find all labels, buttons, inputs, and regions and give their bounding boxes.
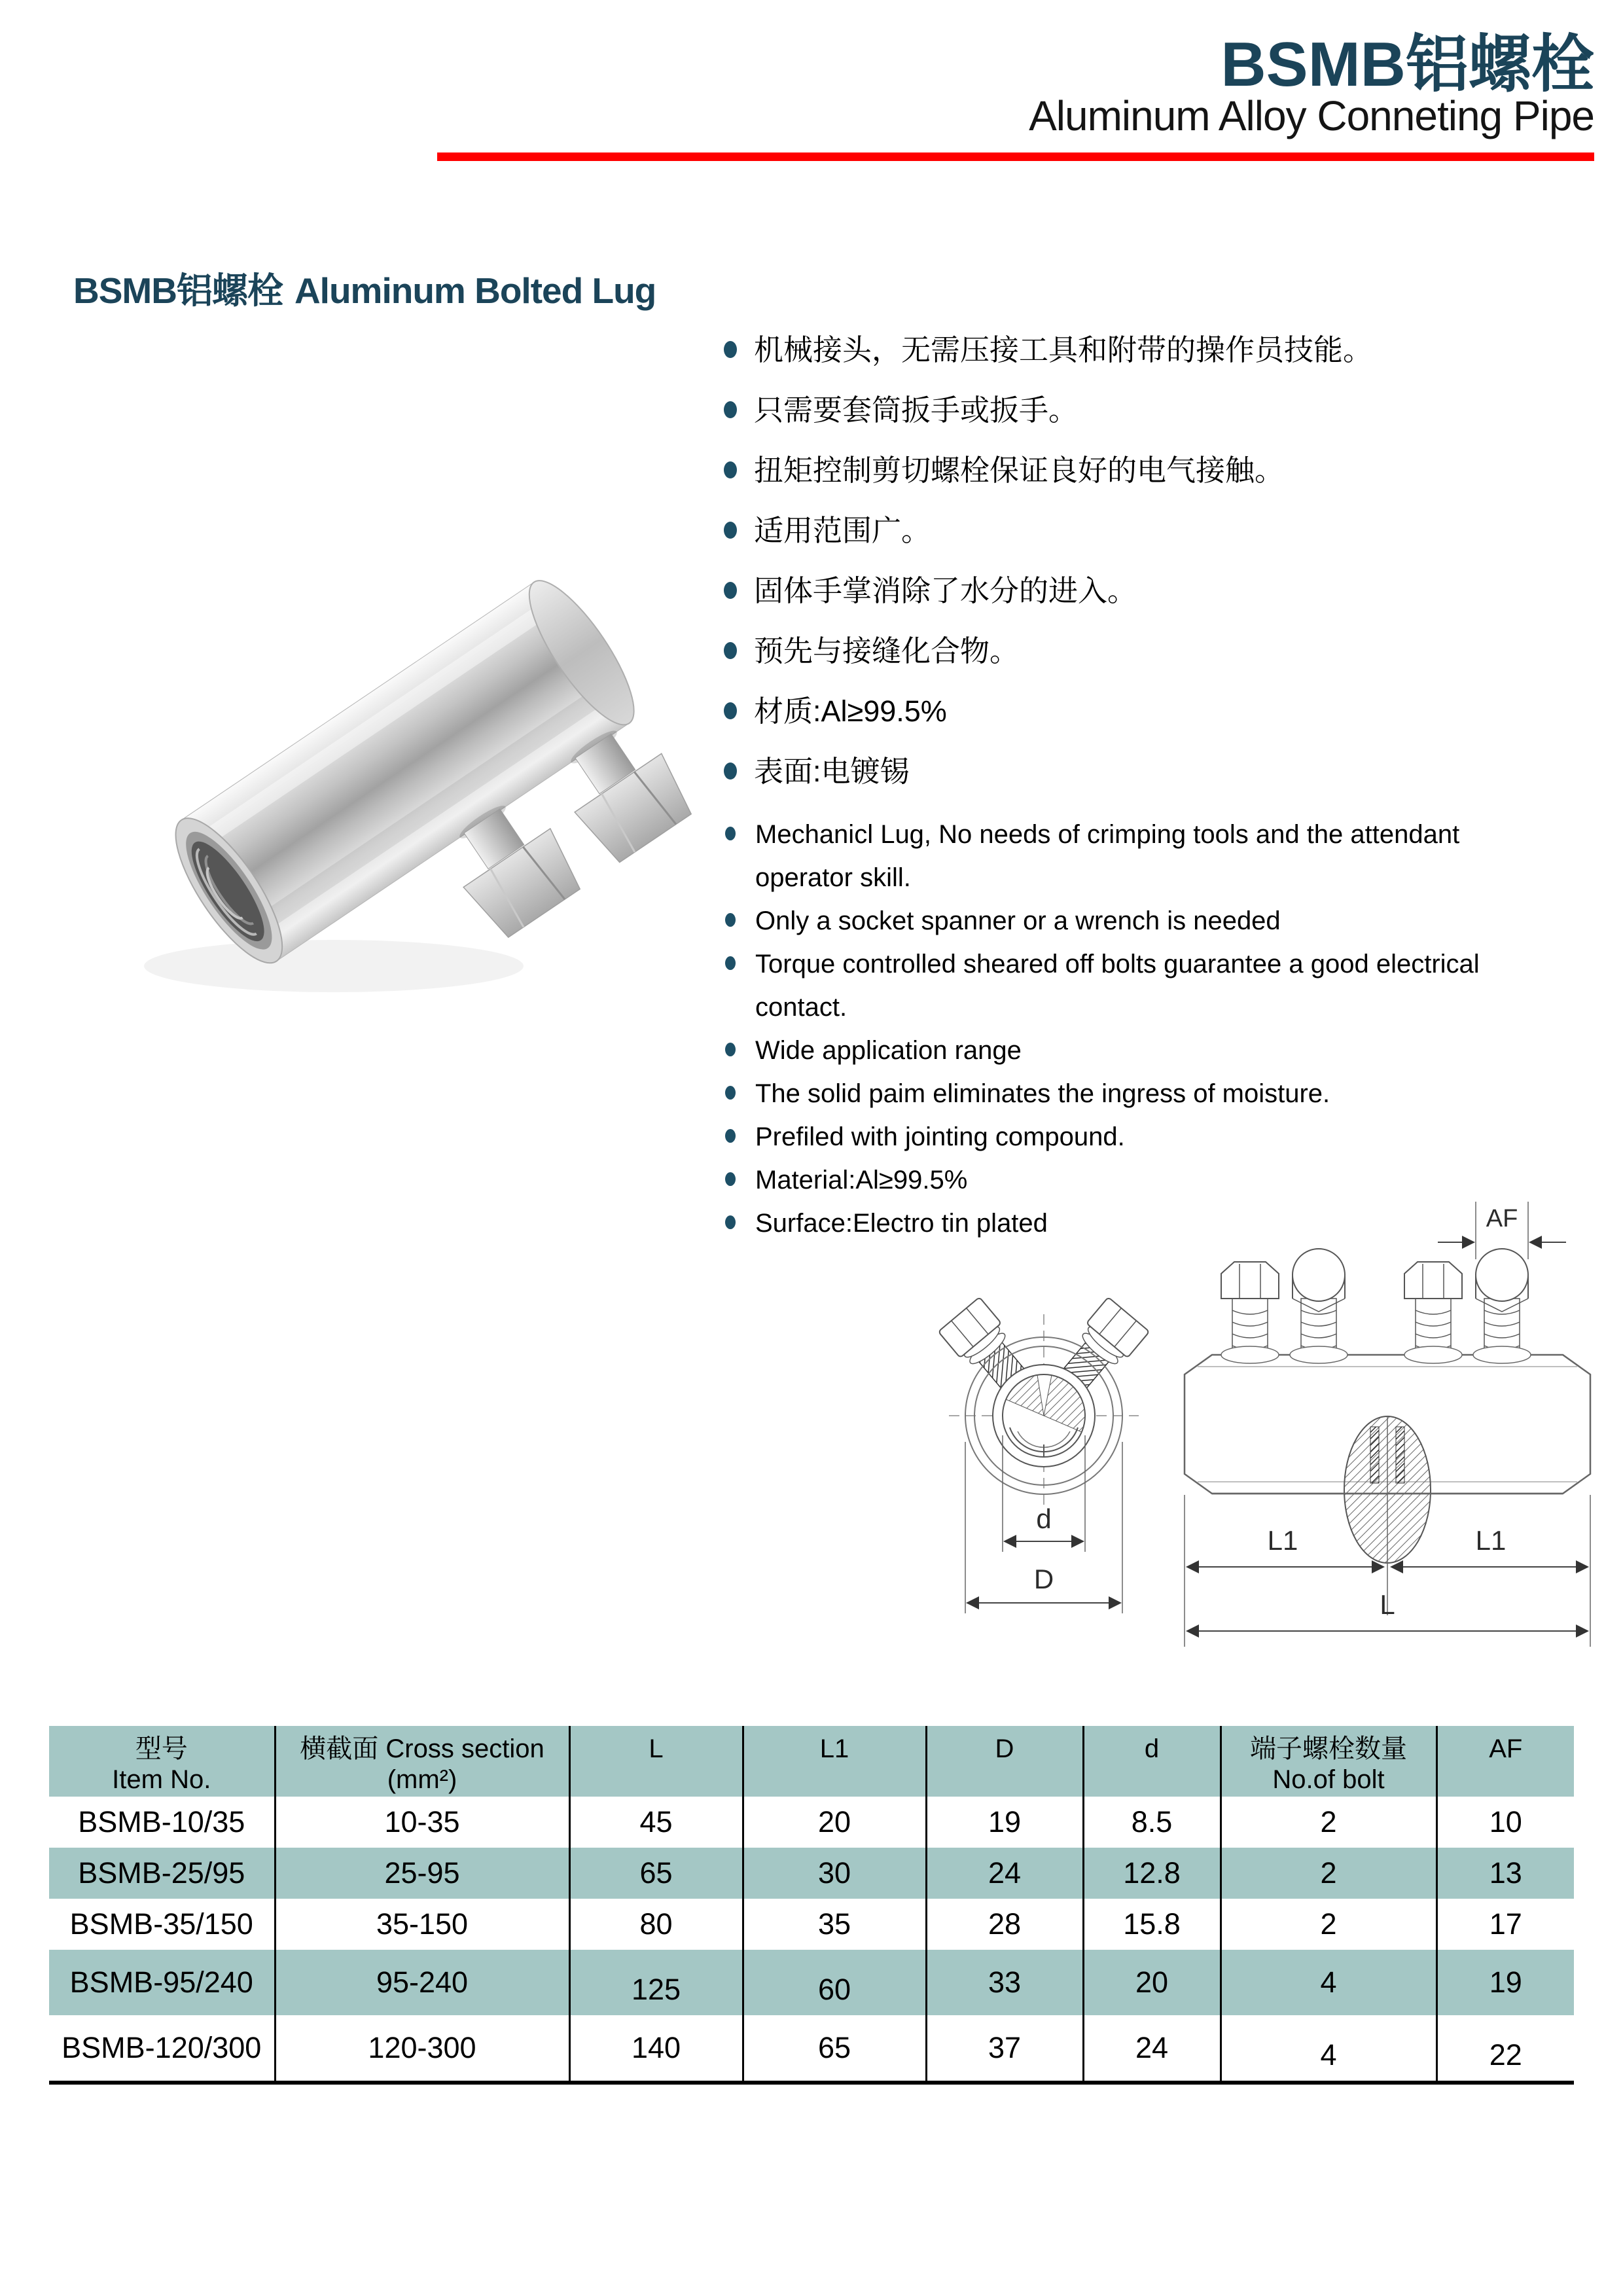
feature-text: 适用范围广。 (754, 514, 931, 547)
dim-label-L1: L1 (1475, 1525, 1507, 1556)
table-cell: 17 (1436, 1899, 1574, 1950)
col-header-cross-section: 横截面 Cross section (mm²) (275, 1726, 569, 1797)
table-cell: 2 (1221, 1797, 1436, 1848)
technical-drawing-image (903, 1196, 1623, 1655)
bullet-icon (724, 642, 737, 659)
col-header-AF: AF (1436, 1726, 1574, 1797)
feature-text: Prefiled with jointing compound. (755, 1122, 1125, 1151)
section-title (73, 262, 656, 314)
feature-text: 预先与接缝化合物。 (754, 634, 1020, 668)
feature-item (724, 572, 1542, 610)
feature-item (724, 391, 1542, 429)
feature-text: Torque controlled sheared off bolts guarantee a good electrical contact. (755, 950, 1480, 1022)
table-cell: 24 (1083, 2015, 1221, 2083)
bullet-icon (725, 1172, 736, 1186)
table-cell: 60 (743, 1950, 926, 2015)
page-title: BSMB铝螺栓 (1221, 29, 1594, 99)
page-subtitle: Aluminum Alloy Conneting Pipe (1029, 92, 1594, 139)
table-cell: 19 (926, 1797, 1083, 1848)
col-header-D: D (926, 1726, 1083, 1797)
table-cell: 95-240 (275, 1950, 569, 2015)
feature-item (724, 1158, 1542, 1202)
dim-label-AF: AF (1486, 1205, 1518, 1232)
front-view (1185, 1202, 1590, 1647)
bullet-icon (724, 341, 737, 358)
table-cell: 20 (1083, 1950, 1221, 2015)
feature-item (724, 331, 1542, 369)
table-cell: 15.8 (1083, 1899, 1221, 1950)
feature-text: 表面:电镀锡 (754, 755, 910, 788)
table-row (49, 1848, 1574, 1899)
table-cell: 30 (743, 1848, 926, 1899)
bullet-icon (725, 827, 736, 840)
table-cell: 24 (926, 1848, 1083, 1899)
table-cell: 80 (569, 1899, 743, 1950)
bullet-icon (724, 582, 737, 599)
table-cell: 12.8 (1083, 1848, 1221, 1899)
table-cell: 35 (743, 1899, 926, 1950)
table-cell: 19 (1436, 1950, 1574, 2015)
bullet-icon (725, 1086, 736, 1100)
table-cell: 2 (1221, 1899, 1436, 1950)
end-view (938, 1297, 1150, 1613)
table-cell: 125 (569, 1950, 743, 2015)
table-cell: BSMB-10/35 (78, 1805, 245, 1839)
col-header-no-of-bolt: 端子螺栓数量 No.of bolt (1221, 1726, 1436, 1797)
dim-label-d: d (1036, 1503, 1052, 1534)
bullet-icon (724, 461, 737, 478)
feature-item (724, 753, 1542, 791)
feature-item (724, 512, 1542, 550)
col-header-L: L (569, 1726, 743, 1797)
front-bolts (1221, 1202, 1566, 1354)
features-list (724, 331, 1542, 1245)
table-row (49, 1797, 1574, 1848)
table-cell: 120-300 (275, 2015, 569, 2083)
table-cell: 33 (926, 1950, 1083, 2015)
bullet-icon (724, 522, 737, 539)
feature-text: Only a socket spanner or a wrench is needed (755, 906, 1281, 935)
table-cell: 65 (569, 1848, 743, 1899)
table-cell: 35-150 (275, 1899, 569, 1950)
bullet-icon (724, 401, 737, 418)
table-cell: 8.5 (1083, 1797, 1221, 1848)
feature-item (724, 692, 1542, 730)
feature-text: 固体手掌消除了水分的进入。 (754, 574, 1137, 607)
feature-text: 材质:Al≥99.5% (754, 694, 947, 728)
feature-text: 机械接头，无需压接工具和附带的操作员技能。 (754, 333, 1373, 367)
table-header-row (49, 1726, 1574, 1797)
col-header-L1: L1 (743, 1726, 926, 1797)
table-cell: BSMB-95/240 (69, 1965, 253, 1999)
feature-text: Material:Al≥99.5% (755, 1166, 968, 1194)
dim-label-L1: L1 (1267, 1525, 1298, 1556)
table-cell: 37 (926, 2015, 1083, 2083)
bullet-icon (724, 702, 737, 719)
feature-text: Mechanicl Lug, No needs of crimping tools and the attendant operator skill. (755, 820, 1460, 892)
feature-text: 只需要套筒扳手或扳手。 (754, 393, 1079, 427)
table-cell: 10-35 (275, 1797, 569, 1848)
red-divider (437, 152, 1594, 161)
feature-text: 扭矩控制剪切螺栓保证良好的电气接触。 (754, 454, 1285, 487)
spec-table-body (49, 1797, 1574, 2083)
table-cell: 140 (569, 2015, 743, 2083)
feature-item (724, 1029, 1542, 1072)
feature-item (724, 899, 1542, 942)
bullet-icon (725, 1215, 736, 1229)
table-cell: 65 (743, 2015, 926, 2083)
photo-shadow (144, 940, 524, 992)
table-cell: 2 (1221, 1848, 1436, 1899)
table-cell: 13 (1436, 1848, 1574, 1899)
col-header-d: d (1083, 1726, 1221, 1797)
table-row (49, 2015, 1574, 2083)
feature-item (724, 942, 1542, 1029)
table-cell: BSMB-120/300 (62, 2031, 262, 2064)
bullet-icon (724, 762, 737, 780)
feature-item (724, 632, 1542, 670)
table-cell: 45 (569, 1797, 743, 1848)
spec-table (49, 1726, 1574, 2085)
table-row (49, 1899, 1574, 1950)
feature-text: Wide application range (755, 1036, 1022, 1065)
bullet-icon (725, 1043, 736, 1056)
product-photo (111, 504, 713, 1041)
col-header-item-no: 型号 Item No. (49, 1726, 275, 1797)
section-title-en: Aluminum Bolted Lug (294, 270, 656, 311)
technical-drawing (903, 1196, 1623, 1655)
table-cell: BSMB-25/95 (78, 1856, 245, 1890)
bullet-icon (725, 1129, 736, 1143)
bullet-icon (725, 913, 736, 927)
table-cell: 4 (1221, 1950, 1436, 2015)
dim-label-L: L (1380, 1589, 1395, 1620)
feature-text: Surface:Electro tin plated (755, 1209, 1048, 1238)
table-cell: 22 (1436, 2015, 1574, 2083)
feature-item (724, 813, 1542, 899)
feature-item (724, 452, 1542, 490)
section-title-zh: BSMB铝螺栓 (73, 270, 283, 311)
table-cell: 20 (743, 1797, 926, 1848)
table-row (49, 1950, 1574, 2015)
feature-item (724, 1115, 1542, 1158)
table-cell: 25-95 (275, 1848, 569, 1899)
table-cell: 10 (1436, 1797, 1574, 1848)
table-cell: 4 (1221, 2015, 1436, 2083)
feature-text: The solid paim eliminates the ingress of moisture. (755, 1079, 1330, 1108)
table-cell: 28 (926, 1899, 1083, 1950)
dim-label-D: D (1033, 1564, 1054, 1594)
product-photo-image (111, 504, 713, 1041)
bullet-icon (725, 956, 736, 970)
feature-item (724, 1072, 1542, 1115)
table-cell: BSMB-35/150 (69, 1907, 253, 1941)
